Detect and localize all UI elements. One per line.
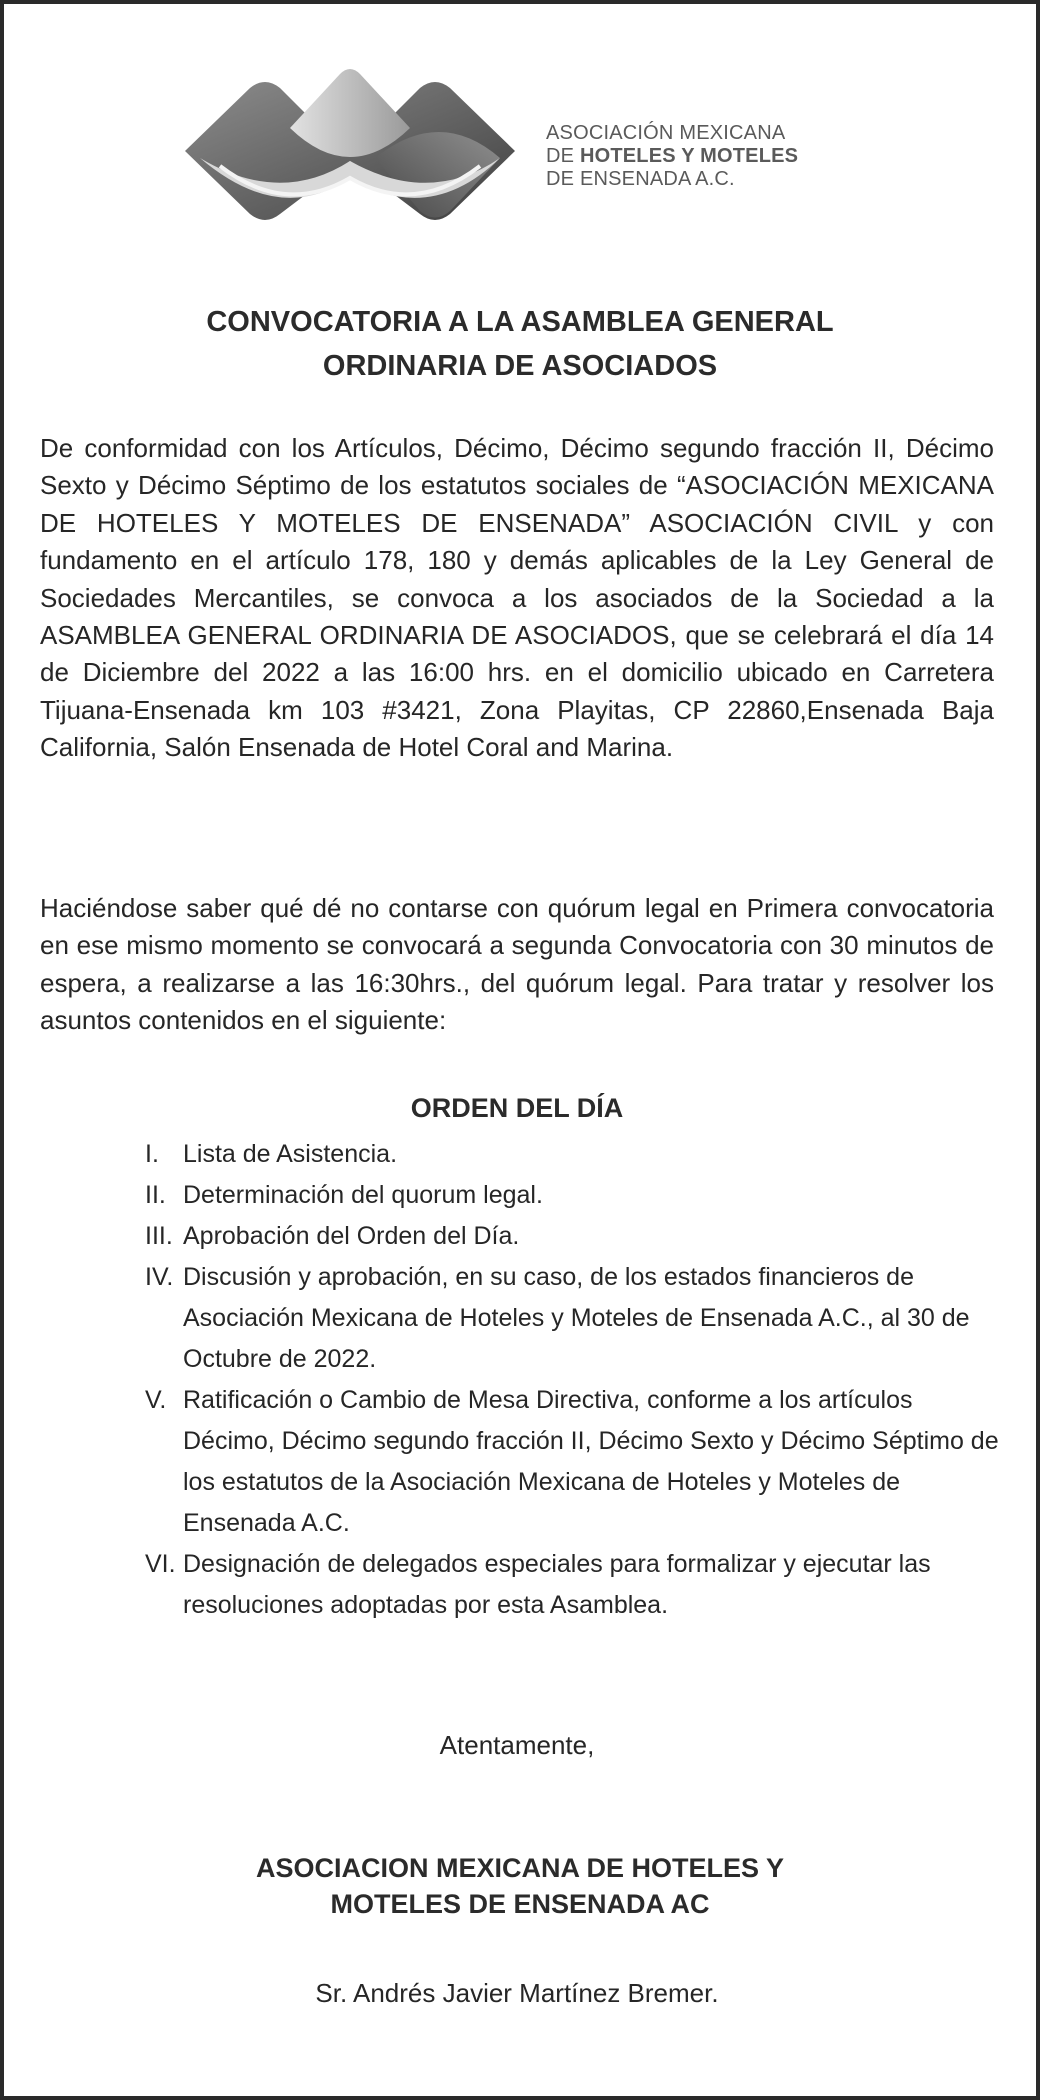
wave-logo-icon [180, 66, 520, 236]
document-title [60, 300, 980, 388]
agenda-item-1: I. Lista de Asistencia. [145, 1140, 398, 1168]
salutation: Atentamente, [439, 1730, 595, 1760]
logo-line-3: DE ENSENADA A.C. [546, 168, 735, 190]
body-paragraph-2: Haciéndose saber qué dé no contarse con quórum legal en Primera convocatoria en ese mismo momento se convocará a segunda Convocatoria con 30 minutos de espera, a realizarse a las 16:30hrs., del quórum legal. Para tratar y resolver los asuntos contenidos en el siguiente: [40, 893, 994, 1036]
logo-wordmark [546, 122, 798, 191]
association-logo [180, 66, 860, 236]
signatory-name: Sr. Andrés Javier Martínez Bremer. [315, 1978, 719, 2008]
body-paragraph-1: De conformidad con los Artículos, Décimo, Décimo segundo fracción II, Décimo Sexto y Décimo Séptimo de los estatutos sociales de “ASOCIACIÓN MEXICANA DE HOTELES Y MOTELES DE ENSENADA” ASOCIACIÓN CIVIL y con fundamento en el artículo 178, 180 y demás aplicables de la Ley General de Sociedades Mercantiles, se convoca a los asociados de la Sociedad a la ASAMBLEA GENERAL ORDINARIA DE ASOCIADOS, que se celebrará el día 14 de Diciembre del 2022 a las 16:00 hrs. en el domicilio ubicado en Carretera Tijuana-Ensenada km 103 #3421, Zona Playitas, CP 22860,Ensenada Baja California, Salón Ensenada de Hotel Coral and Marina. [40, 433, 994, 763]
logo-line-2: DE HOTELES Y MOTELES [546, 145, 799, 167]
agenda-heading: ORDEN DEL DÍA [410, 1093, 624, 1123]
agenda-list [145, 1134, 1005, 1626]
agenda-item-3: III. Aprobación del Orden del Día. [145, 1222, 520, 1250]
title-line-2: ORDINARIA DE ASOCIADOS [322, 350, 718, 382]
agenda-item-5: V. Ratificación o Cambio de Mesa Directiva, conforme a los artículos Décimo, Décimo segundo fracción II, Décimo Sexto y Décimo Séptimo de los estatutos de la Asociación Mexicana de Hoteles y Moteles de Ensenada A.C. [145, 1386, 999, 1537]
logo-line-1: ASOCIACIÓN MEXICANA [546, 122, 786, 144]
agenda-item-6: VI. Designación de delegados especiales para formalizar y ejecutar las resoluciones adoptadas por esta Asamblea. [145, 1550, 931, 1619]
agenda-item-4: IV. Discusión y aprobación, en su caso, de los estados financieros de Asociación Mexicana de Hoteles y Moteles de Ensenada A.C., al 30 de Octubre de 2022. [145, 1263, 970, 1373]
agenda-item-2: II. Determinación del quorum legal. [145, 1181, 543, 1209]
org-line-1: ASOCIACION MEXICANA DE HOTELES Y [255, 1853, 785, 1883]
organization-name [60, 1850, 980, 1922]
org-line-2: MOTELES DE ENSENADA AC [330, 1889, 710, 1919]
title-line-1: CONVOCATORIA A LA ASAMBLEA GENERAL [206, 306, 834, 338]
